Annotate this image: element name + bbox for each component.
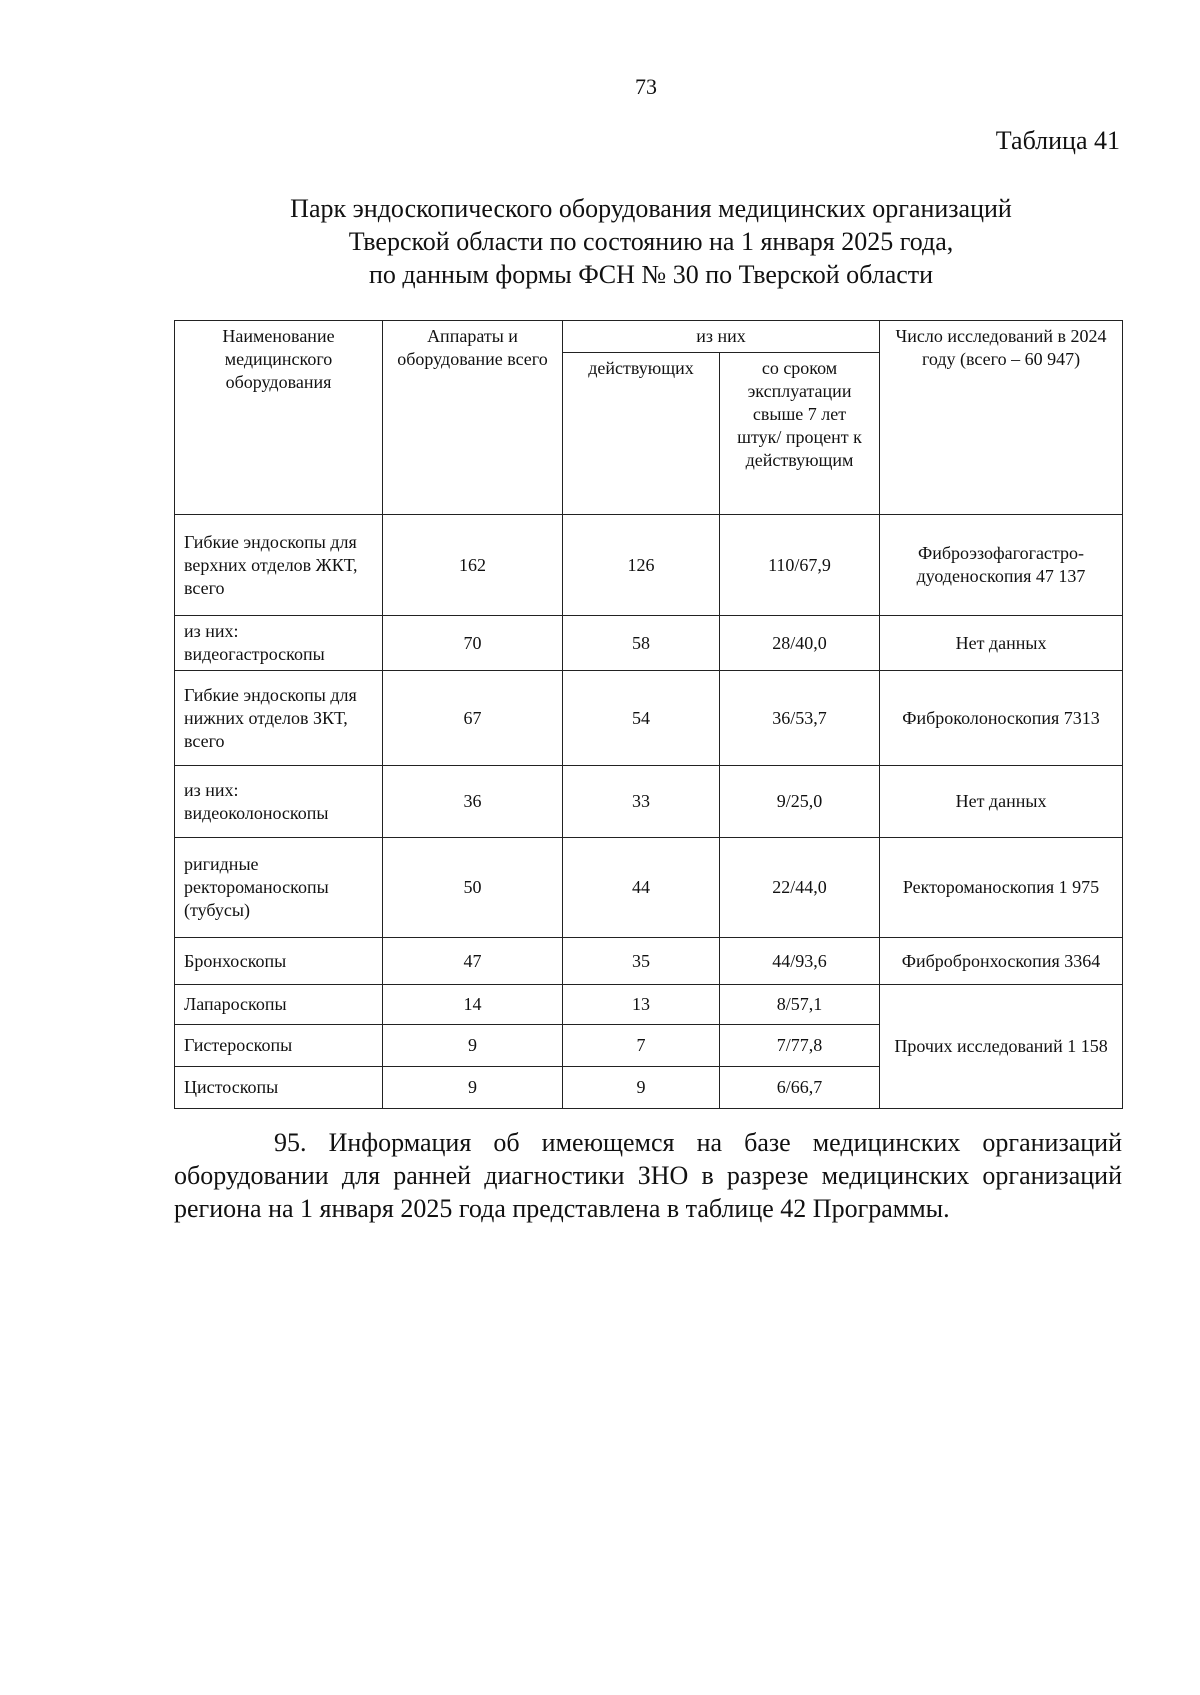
cell-name: Лапароскопы	[175, 985, 383, 1025]
cell-studies: Прочих исследований 1 158	[880, 985, 1123, 1109]
cell-active: 9	[563, 1067, 720, 1109]
cell-total: 67	[383, 671, 563, 766]
title-line: Тверской области по состоянию на 1 января 2025 года,	[348, 227, 954, 256]
cell-name: Гибкие эндоскопы для нижних отделов ЗКТ, всего	[175, 671, 383, 766]
cell-name: Цистоскопы	[175, 1067, 383, 1109]
header-of-them: из них	[563, 321, 880, 353]
cell-studies: Ректороманоскопия 1 975	[880, 838, 1123, 938]
table-label: Таблица 41	[995, 126, 1120, 155]
cell-studies: Фибробронхоскопия 3364	[880, 938, 1123, 985]
cell-active: 58	[563, 616, 720, 671]
table-row	[175, 766, 1123, 838]
cell-name: ригидные ректороманоскопы (тубусы)	[175, 838, 383, 938]
table-row	[175, 938, 1123, 985]
cell-active: 33	[563, 766, 720, 838]
cell-active: 13	[563, 985, 720, 1025]
cell-name: Гистероскопы	[175, 1025, 383, 1067]
cell-total: 162	[383, 515, 563, 616]
header-name: Наименование медицинского оборудования	[175, 321, 383, 515]
cell-active: 126	[563, 515, 720, 616]
cell-studies: Фиброколоноскопия 7313	[880, 671, 1123, 766]
header-total: Аппараты и оборудование всего	[383, 321, 563, 515]
cell-over7: 28/40,0	[720, 616, 880, 671]
cell-name: Бронхоскопы	[175, 938, 383, 985]
cell-studies: Нет данных	[880, 616, 1123, 671]
cell-total: 47	[383, 938, 563, 985]
title-line: Парк эндоскопического оборудования медицинских организаций	[290, 194, 1012, 223]
cell-studies: Нет данных	[880, 766, 1123, 838]
cell-over7: 22/44,0	[720, 838, 880, 938]
body-paragraph: 95. Информация об имеющемся на базе медицинских организаций оборудовании для ранней диагностики ЗНО в разрезе медицинских организаций региона на 1 января 2025 года представлена в таблице 42 Программы.	[174, 1128, 1122, 1223]
cell-total: 70	[383, 616, 563, 671]
cell-active: 44	[563, 838, 720, 938]
table-row	[175, 616, 1123, 671]
cell-over7: 36/53,7	[720, 671, 880, 766]
cell-studies: Фиброэзофагогастро-дуоденоскопия 47 137	[880, 515, 1123, 616]
cell-total: 14	[383, 985, 563, 1025]
cell-over7: 6/66,7	[720, 1067, 880, 1109]
cell-active: 54	[563, 671, 720, 766]
table-row	[175, 985, 1123, 1025]
cell-name: из них: видеогастроскопы	[175, 616, 383, 671]
table-row	[175, 671, 1123, 766]
cell-over7: 9/25,0	[720, 766, 880, 838]
table-title	[210, 192, 1092, 291]
cell-name: Гибкие эндоскопы для верхних отделов ЖКТ, всего	[175, 515, 383, 616]
cell-active: 35	[563, 938, 720, 985]
equipment-table	[174, 320, 1123, 1109]
cell-total: 9	[383, 1067, 563, 1109]
page-number: 73	[635, 74, 657, 99]
cell-name: из них: видеоколоноскопы	[175, 766, 383, 838]
cell-total: 50	[383, 838, 563, 938]
table-row	[175, 515, 1123, 616]
cell-over7: 110/67,9	[720, 515, 880, 616]
cell-over7: 8/57,1	[720, 985, 880, 1025]
cell-active: 7	[563, 1025, 720, 1067]
cell-over7: 7/77,8	[720, 1025, 880, 1067]
cell-total: 36	[383, 766, 563, 838]
header-studies: Число исследований в 2024 году (всего – 60 947)	[880, 321, 1123, 515]
title-line: по данным формы ФСН № 30 по Тверской области	[368, 260, 934, 289]
header-over7: со сроком эксплуатации свыше 7 лет штук/ процент к действующим	[720, 353, 880, 515]
cell-total: 9	[383, 1025, 563, 1067]
table-row	[175, 838, 1123, 938]
cell-over7: 44/93,6	[720, 938, 880, 985]
header-active: действующих	[563, 353, 720, 515]
